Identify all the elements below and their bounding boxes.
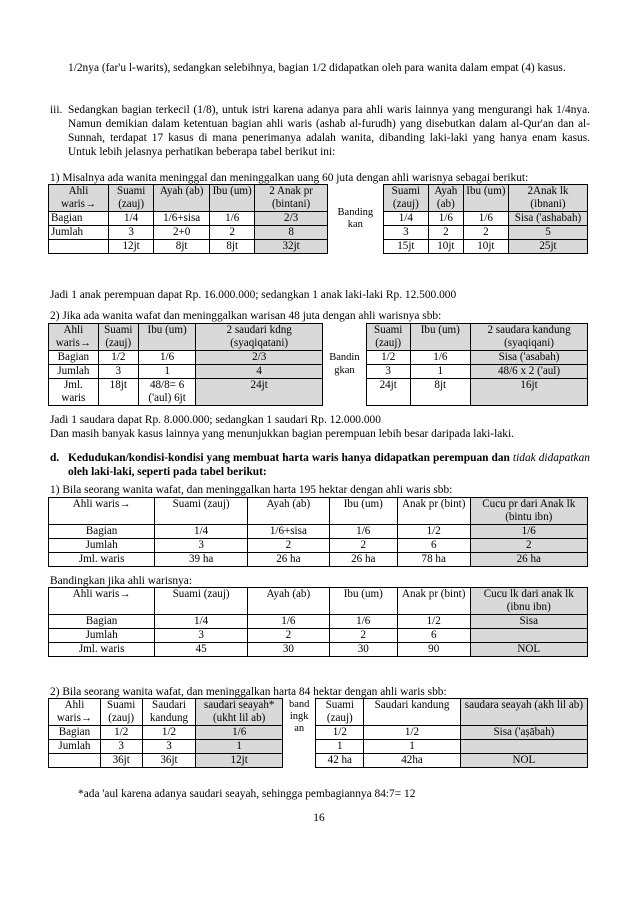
- case3-header-cell: Ayah (ab): [248, 498, 330, 525]
- case4-heading: 2) Bila seorang wanita wafat, dan meninggalkan harta 84 hektar dengan ahli waris sbb:: [50, 686, 447, 698]
- intro-line: 1/2nya (far'u l-warits), sedangkan selebihnya, bagian 1/2 didapatkan oleh para wanita dalam empat (4) kasus.: [68, 62, 566, 74]
- point-iii-marker: iii.: [50, 104, 63, 116]
- case1-table: [48, 184, 588, 254]
- table-row: Jumlah 3 2 2 6: [49, 629, 588, 643]
- case3-header-cell: Ahli waris→: [49, 498, 155, 525]
- case2-conclusion-1: Jadi 1 saudara dapat Rp. 8.000.000; sedangkan 1 saudari Rp. 12.000.000: [50, 414, 381, 426]
- case3-header2-cell: Ibu (um): [329, 588, 397, 615]
- case4-header-cell: saudari seayah* (ukht lil ab): [196, 699, 282, 726]
- case1-header-cell: Suami (zauj): [383, 185, 428, 212]
- case2-header-cell: Ibu (um): [410, 324, 471, 351]
- case4-footnote: *ada 'aul karena adanya saudari seayah, sehingga pembagiannya 84:7= 12: [78, 788, 416, 800]
- case4-header-cell: Saudari kandung: [364, 699, 461, 726]
- case3-compare-label: Bandingkan jika ahli warisnya:: [50, 575, 193, 587]
- case1-header-cell: Ahli waris→: [49, 185, 109, 212]
- case4-header-cell: saudara seayah (akh lil ab): [460, 699, 587, 726]
- case2-conclusion-2: Dan masih banyak kasus lainnya yang menunjukkan bagian perempuan lebih besar daripada laki-laki.: [50, 428, 515, 440]
- section-d-title: d. Kedudukan/kondisi-kondisi yang membuat harta waris hanya didapatkan perempuan dan tidak didapatkan oleh laki-laki, seperti pada tabel berikut:: [50, 452, 590, 478]
- case1-header-cell: 2Anak lk (ibnani): [508, 185, 587, 212]
- table-row: Jml. waris 45 30 30 90 NOL: [49, 643, 588, 657]
- case2-header-cell: Suami (zauj): [366, 324, 410, 351]
- case4-banding-label: band ingk an: [282, 699, 316, 768]
- table-row: Bagian 1/4 1/6+sisa 1/6 2/3 1/4 1/6 1/6 Sisa ('ashabah): [49, 212, 588, 226]
- case3-header2-cell: Suami (zauj): [155, 588, 248, 615]
- point-iii: [50, 104, 590, 160]
- case3-header2-cell: Ayah (ab): [248, 588, 330, 615]
- case4-table: [48, 698, 588, 768]
- case1-banding-label: Banding kan: [327, 185, 383, 254]
- table-row: 12jt 8jt 8jt 32jt 15jt 10jt 10jt 25jt: [49, 240, 588, 254]
- case4-header-cell: Saudari kandung: [142, 699, 196, 726]
- case1-header-cell: Ibu (um): [210, 185, 255, 212]
- table-row: Jml. waris 39 ha 26 ha 26 ha 78 ha 26 ha: [49, 553, 588, 567]
- case3-compare-table: [48, 587, 588, 657]
- intro-paragraph: [50, 62, 608, 76]
- case4-header-cell: Ahli waris→: [49, 699, 101, 726]
- case3-table: [48, 497, 588, 567]
- point-iii-text: Sedangkan bagian terkecil (1/8), untuk istri karena adanya para ahli waris lainnya yang mengurangi hak 1/4nya. Namun demikian dalam ketentuan bagian ahli waris (ashab al-furudh) yang disebutkan dalam al-Qur'an dan al-Sunnah, terdapat 17 kasus di mana penerimanya adalah wanita, dibanding laki-laki yang hanya enam kasus. Untuk lebih jelasnya perhatikan beberapa tabel berikut ini:: [68, 104, 590, 158]
- table-row: Bagian 1/4 1/6+sisa 1/6 1/2 1/6: [49, 525, 588, 539]
- case3-header-cell: Ibu (um): [329, 498, 397, 525]
- page-number: 16: [313, 812, 325, 824]
- case2-table: [48, 323, 588, 406]
- case1-heading: 1) Misalnya ada wanita meninggal dan meninggalkan uang 60 juta dengan ahli warisnya sebagai berikut:: [50, 172, 529, 184]
- case3-header-cell: Anak pr (bint): [397, 498, 470, 525]
- case3-header-cell: Suami (zauj): [155, 498, 248, 525]
- table-row: Bagian 1/2 1/2 1/6 1/2 1/2 Sisa ('aṣābah): [49, 726, 588, 740]
- case1-conclusion: Jadi 1 anak perempuan dapat Rp. 16.000.000; sedangkan 1 anak laki-laki Rp. 12.500.000: [50, 289, 457, 301]
- case2-header-cell: 2 saudara kandung (syaqiqani): [471, 324, 588, 351]
- case1-header-cell: Suami (zauj): [109, 185, 154, 212]
- case3-header-cell: Cucu pr dari Anak lk (bintu ibn): [470, 498, 587, 525]
- case3-header2-cell: Anak pr (bint): [397, 588, 470, 615]
- case1-header-cell: 2 Anak pr (bintani): [255, 185, 328, 212]
- table-row: Bagian 1/4 1/6 1/6 1/2 Sisa: [49, 615, 588, 629]
- case1-header-cell: Ayah (ab): [154, 185, 210, 212]
- case1-header-cell: Ibu (um): [463, 185, 508, 212]
- case1-header-cell: Ayah (ab): [428, 185, 463, 212]
- table-row: Jumlah 3 1 4 3 1 48/6 x 2 ('aul): [49, 365, 588, 379]
- case4-header-cell: Suami (zauj): [100, 699, 142, 726]
- case2-header-cell: Ahli waris→: [49, 324, 99, 351]
- case3-heading: 1) Bila seorang wanita wafat, dan meninggalkan harta 195 hektar dengan ahli waris sbb:: [50, 484, 453, 496]
- section-d-marker: d.: [50, 452, 60, 464]
- table-row: Jumlah 3 3 1 1 1: [49, 740, 588, 754]
- case3-header2-cell: Ahli waris→: [49, 588, 155, 615]
- table-row: 36jt 36jt 12jt 42 ha 42ha NOL: [49, 754, 588, 768]
- case2-banding-label: Bandin gkan: [323, 324, 367, 406]
- case4-header-cell: Suami (zauj): [316, 699, 364, 726]
- case3-header2-cell: Cucu lk dari anak lk (ibnu ibn): [470, 588, 587, 615]
- case2-header-cell: Ibu (um): [138, 324, 196, 351]
- case2-header-cell: Suami (zauj): [98, 324, 138, 351]
- case2-heading: 2) Jika ada wanita wafat dan meninggalkan warisan 48 juta dengan ahli warisnya sbb:: [50, 310, 442, 322]
- table-row: Jml. waris 18jt 48/8= 6 ('aul) 6jt 24jt 24jt 8jt 16jt: [49, 379, 588, 406]
- table-row: Bagian 1/2 1/6 2/3 1/2 1/6 Sisa ('asabah): [49, 351, 588, 365]
- table-row: Jumlah 3 2 2 6 2: [49, 539, 588, 553]
- case2-header-cell: 2 saudari kdng (syaqiqatani): [196, 324, 323, 351]
- table-row: Jumlah 3 2+0 2 8 3 2 2 5: [49, 226, 588, 240]
